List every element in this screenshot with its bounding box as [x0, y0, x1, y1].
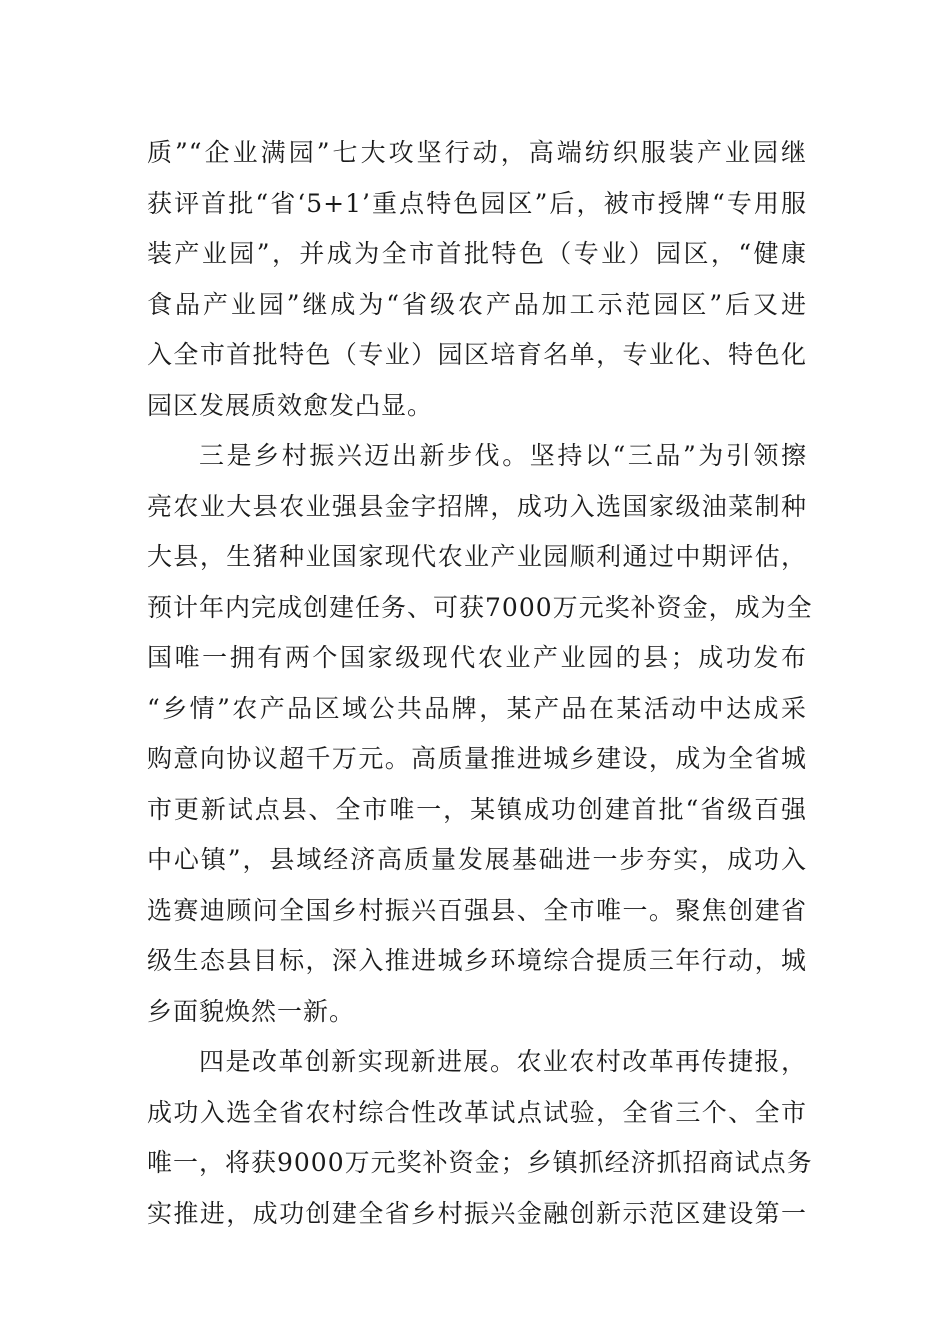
text-line: 购意向协议超千万元。高质量推进城乡建设，成为全省城	[147, 744, 807, 773]
text-line: 级生态县目标，深入推进城乡环境综合提质三年行动，城	[147, 946, 807, 975]
text-line: 成功入选全省农村综合性改革试点试验，全省三个、全市	[147, 1097, 807, 1127]
text-line: 获评首批“省‘5+1’重点特色园区”后，被市授牌“专用服	[147, 188, 807, 218]
text-line: 大县，生猪种业国家现代农业产业园顺利通过中期评估，	[147, 542, 807, 571]
text-line: 实推进，成功创建全省乡村振兴金融创新示范区建设第一	[147, 1198, 807, 1228]
text-line: “乡情”农产品区域公共品牌，某产品在某活动中达成采	[147, 693, 807, 723]
paragraph-first-line: 四是改革创新实现新进展。农业农村改革再传捷报，	[199, 1047, 807, 1076]
text-line: 园区发展质效愈发凸显。	[147, 390, 434, 420]
text-line: 入全市首批特色（专业）园区培育名单，专业化、特色化	[147, 340, 807, 369]
paragraph-first-line: 三是乡村振兴迈出新步伐。坚持以“三品”为引领擦	[199, 441, 807, 470]
text-line: 选赛迪顾问全国乡村振兴百强县、全市唯一。聚焦创建省	[147, 895, 807, 925]
text-line: 亮农业大县农业强县金字招牌，成功入选国家级油菜制种	[147, 491, 807, 521]
text-line: 质”“企业满园”七大攻坚行动，高端纺织服装产业园继	[147, 138, 807, 167]
text-line: 预计年内完成创建任务、可获7000万元奖补资金，成为全	[147, 592, 813, 622]
text-line: 唯一，将获9000万元奖补资金；乡镇抓经济抓招商试点务	[147, 1148, 813, 1177]
text-line: 食品产业园”继成为“省级农产品加工示范园区”后又进	[147, 289, 807, 319]
text-line: 国唯一拥有两个国家级现代农业产业园的县；成功发布	[147, 643, 807, 672]
text-line: 市更新试点县、全市唯一，某镇成功创建首批“省级百强	[147, 794, 807, 824]
text-line: 乡面貌焕然一新。	[147, 996, 356, 1026]
text-line: 装产业园”，并成为全市首批特色（专业）园区，“健康	[147, 239, 807, 268]
body-text	[147, 128, 813, 1239]
text-line: 中心镇”，县域经济高质量发展基础进一步夯实，成功入	[147, 845, 807, 874]
